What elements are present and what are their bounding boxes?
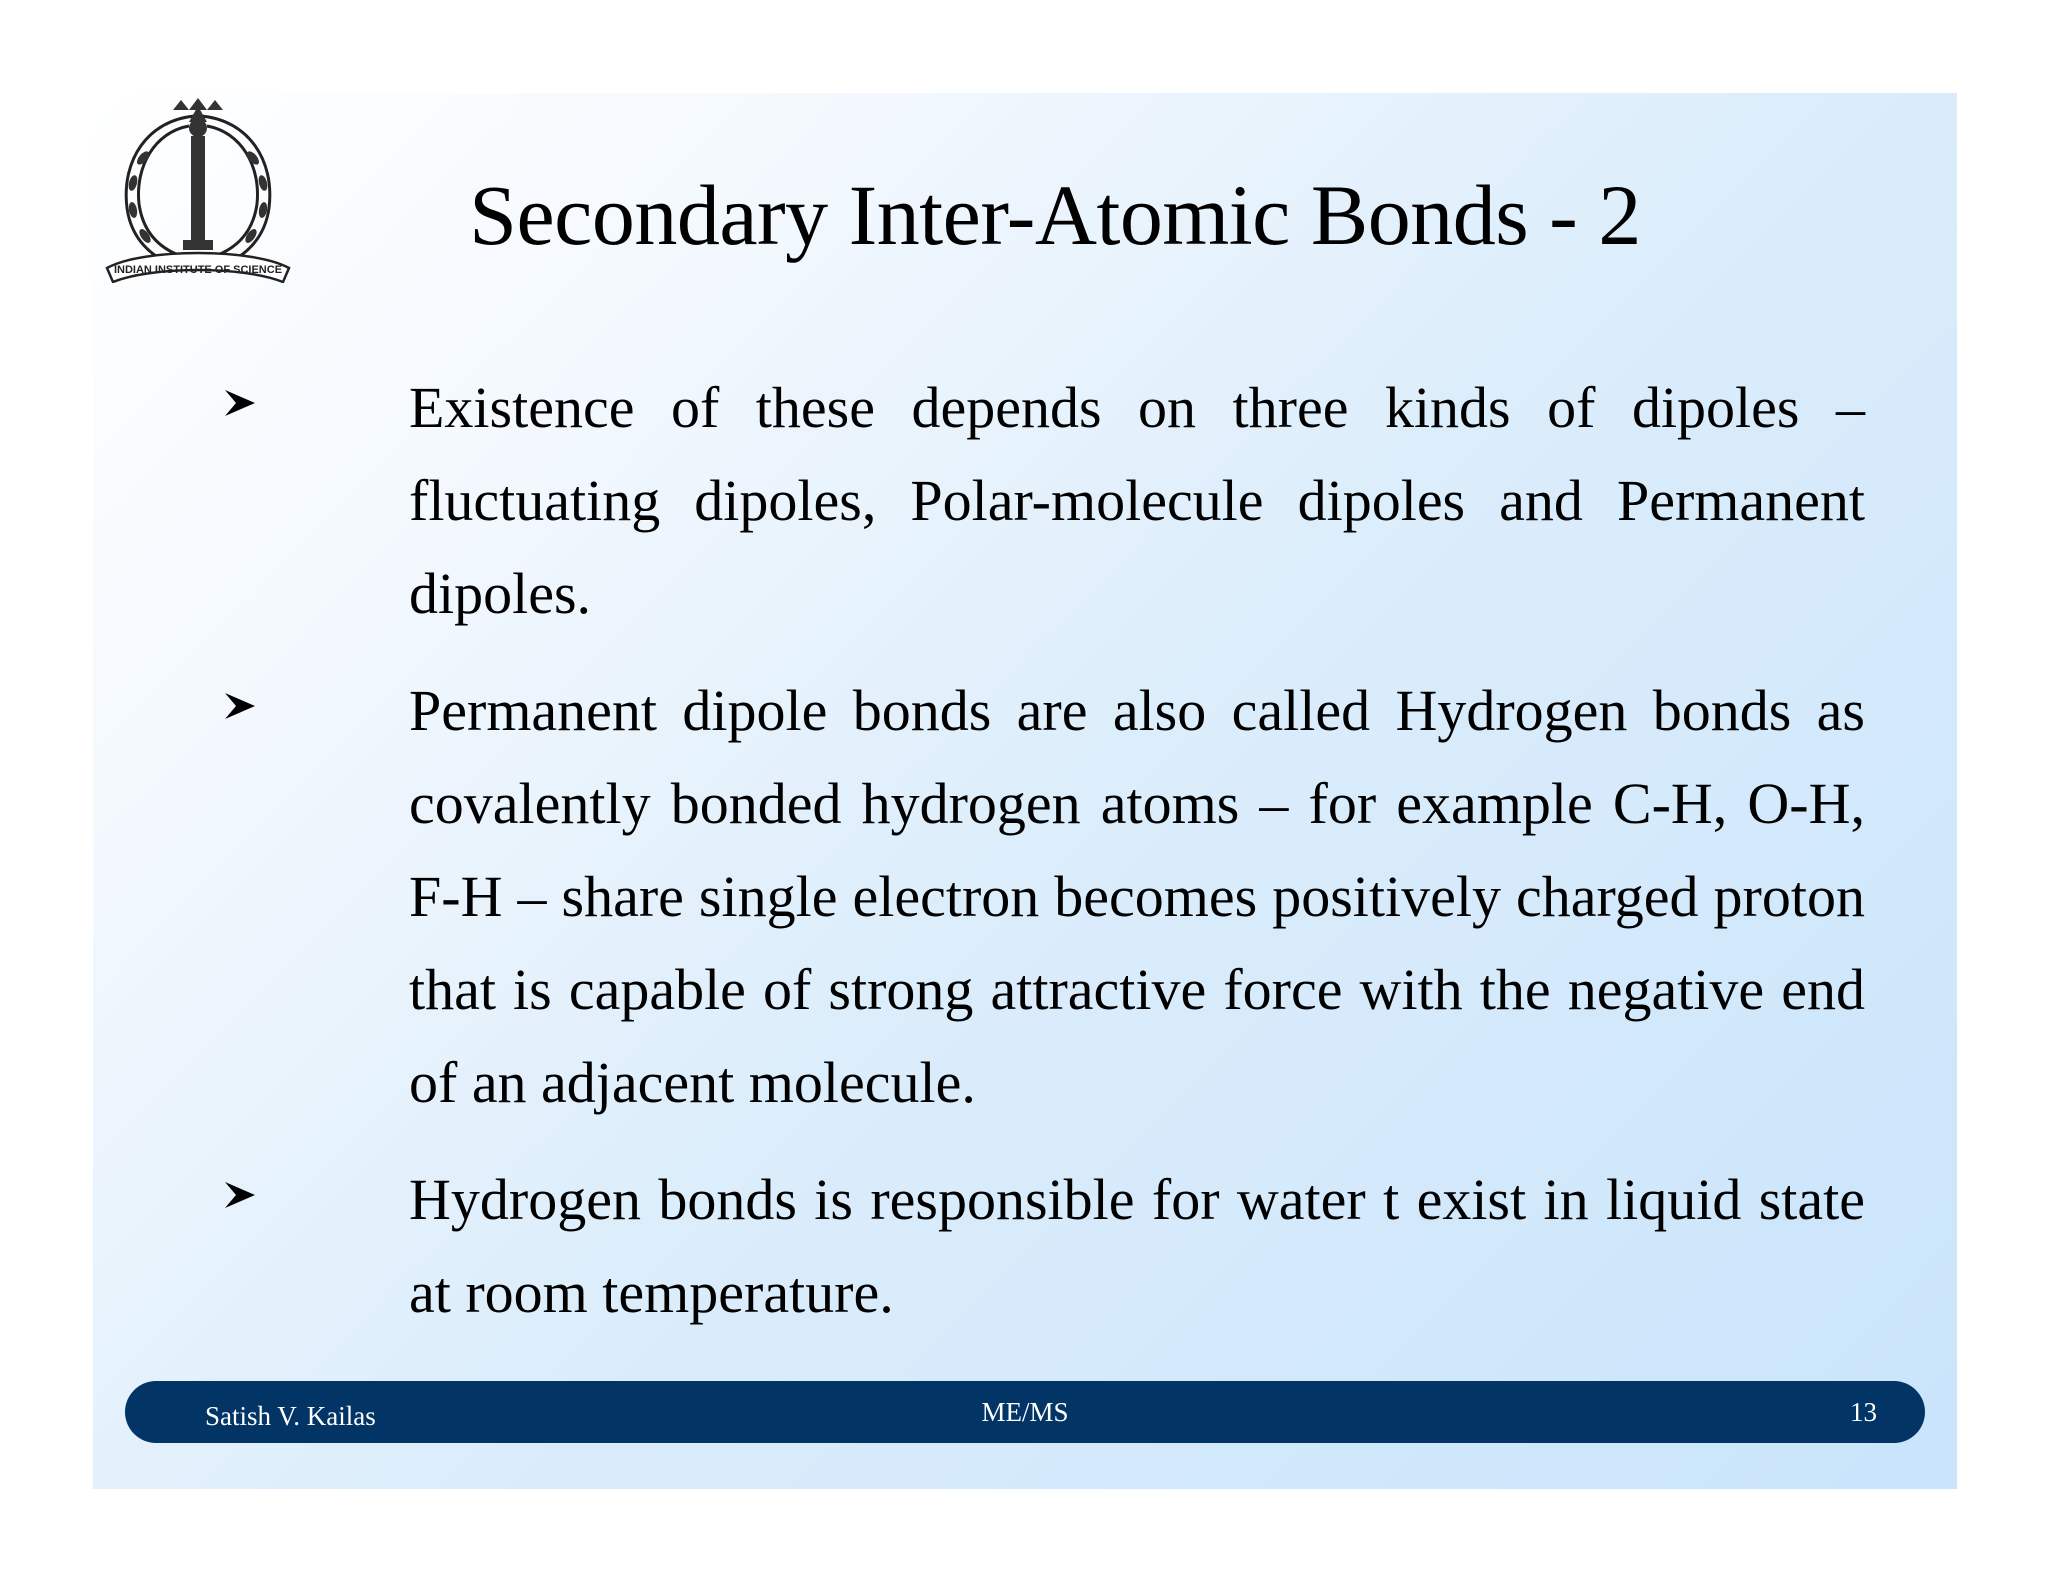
bullet-list: [223, 361, 1865, 1363]
bullet-item: [223, 361, 1865, 640]
bullet-item: [223, 664, 1865, 1129]
arrowhead-bullet-icon: [223, 689, 257, 723]
footer-bar: [125, 1381, 1925, 1443]
slide-title: Secondary Inter-Atomic Bonds - 2: [469, 167, 1641, 263]
arrowhead-bullet-icon: [223, 386, 257, 420]
footer-author: Satish V. Kailas: [205, 1401, 376, 1431]
arrowhead-bullet-icon: [223, 1178, 257, 1212]
bullet-text: Existence of these depends on three kinds of dipoles – fluctuating dipoles, Polar-molecule dipoles and Permanent dipoles.: [409, 375, 1865, 626]
bullet-text: Hydrogen bonds is responsible for water t exist in liquid state at room temperature.: [409, 1167, 1865, 1325]
logo-ribbon-text: INDIAN INSTITUTE OF SCIENCE: [113, 264, 283, 276]
footer-course: ME/MS: [981, 1397, 1069, 1427]
page-number: 13: [1850, 1397, 1877, 1427]
slide: [93, 93, 1957, 1489]
bullet-item: [223, 1153, 1865, 1339]
bullet-text: Permanent dipole bonds are also called Hydrogen bonds as covalently bonded hydrogen atoms – for example C-H, O-H, F-H – share single electron becomes positively charged proton that is capable of strong attractive force with the negative end of an adjacent molecule.: [409, 678, 1865, 1115]
